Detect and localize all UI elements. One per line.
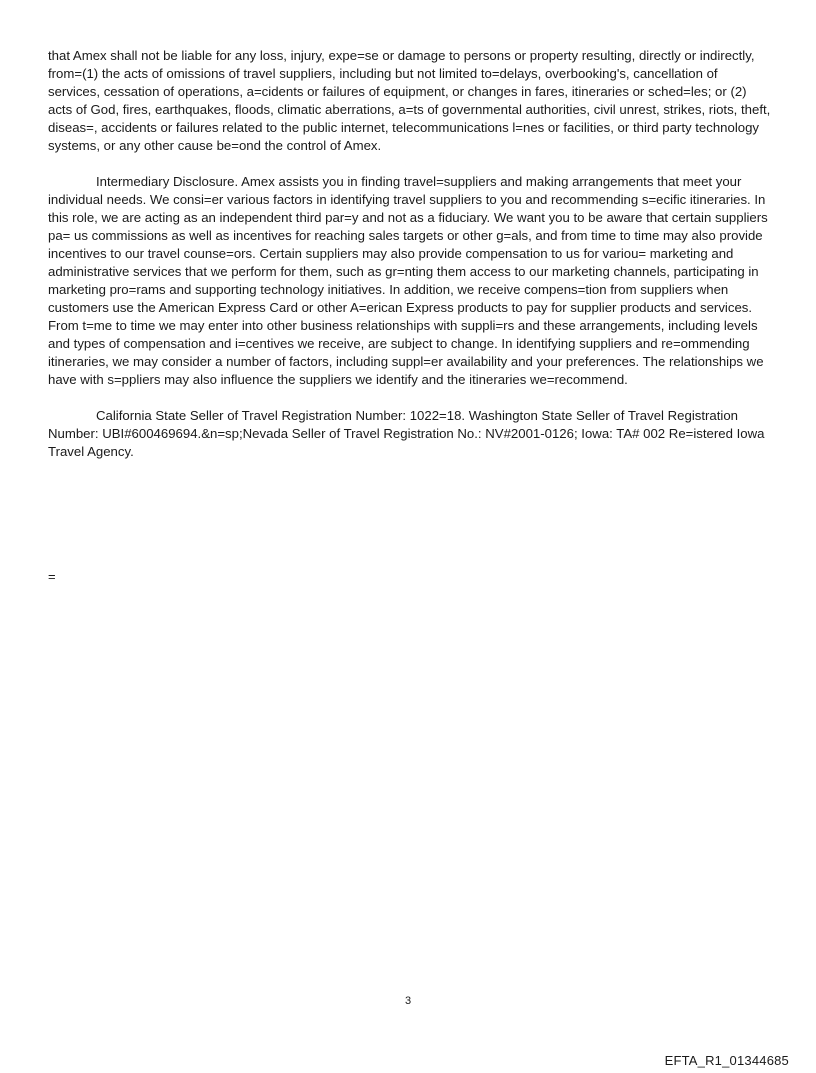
page-number: 3 <box>404 995 412 1007</box>
stray-equals-mark: = <box>48 569 56 584</box>
seller-of-travel-paragraph: California State Seller of Travel Registration Number: 1022=18. Washington State Seller of Travel Registration Number: UBI#600469694.&n=sp;Nevada Seller of Travel Registration No.: NV#2001-0126; Iowa: TA# 002 Re=istered Iowa Travel Agency. <box>48 408 765 459</box>
intermediary-disclosure-paragraph: Intermediary Disclosure. Amex assists you in finding travel=suppliers and making arrangements that meet your individual needs. We consi=er various factors in identifying travel suppliers to you and recommending s=ecific itineraries. In this role, we are acting as an independent third par=y and not as a fiduciary. We want you to be aware that certain suppliers pa= us commissions as well as incentives for reaching sales targets or other g=als, and from time to time may also provide incentives to our travel counse=ors. Certain suppliers may also provide compensation to us for variou= marketing and administrative services that we perform for them, such as gr=nting them access to our marketing channels, participating in marketing pro=rams and supporting technology initiatives. In addition, we receive compens=tion from suppliers when customers use the American Express Card or other A=erican Express products to pay for supplier products and services. From t=me to time we may enter into other business relationships with suppli=rs and these arrangements, including levels and types of compensation and i=centives we receive, are subject to change. In identifying suppliers and re=ommending itineraries, we may consider a number of factors, including suppl=er availability and your preferences. The relationships we have with s=ppliers may also influence the suppliers we identify and the itineraries we=recommend. <box>48 174 768 387</box>
bates-number: EFTA_R1_01344685 <box>664 1053 789 1068</box>
liability-paragraph: that Amex shall not be liable for any loss, injury, expe=se or damage to persons or property resulting, directly or indirectly, from=(1) the acts of omissions of travel suppliers, including but not limited to=delays, overbooking's, cancellation of services, cessation of operations, a=cidents or failures of equipment, or changes in fares, itineraries or sched=les; or (2) acts of God, fires, earthquakes, floods, climatic aberrations, a=ts of governmental authorities, civil unrest, strikes, riots, theft, diseas=, accidents or failures related to the public internet, telecommunications l=nes or facilities, or third party technology systems, or any other cause be=ond the control of Amex. <box>48 48 771 153</box>
document-body <box>48 47 772 479</box>
